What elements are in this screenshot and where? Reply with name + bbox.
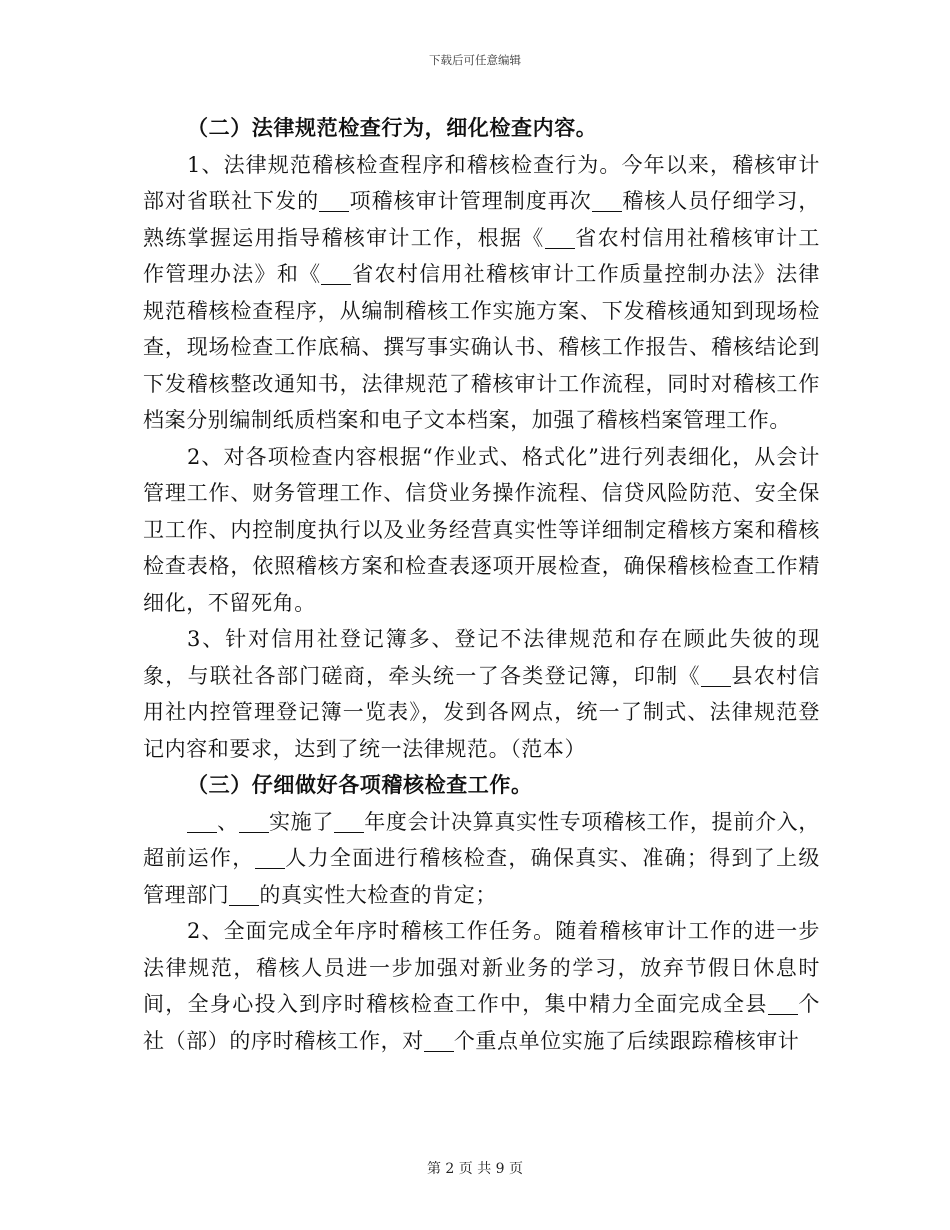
page-footer: 第 2 页 共 9 页 — [426, 1161, 524, 1177]
page-header: 下载后可任意编辑 — [429, 53, 521, 67]
document-body — [143, 110, 820, 1059]
fill-in-blank — [321, 263, 351, 285]
body-paragraph: 1、法律规范稽核检查程序和稽核检查行为。今年以来，稽核审计部对省联社下发的 项稽核审计管理制度再次 稽核人员仔细学习，熟练掌握运用指导稽核审计工作，根据《 省农村信用社稽核审计工作管理办法》和《 省农村信用社稽核审计工作质量控制办法》法律规范稽核检查程序，从编制稽核工作实施方案、下发稽核通知到现场检查，现场检查工作底稿、撰写事实确认书、稽核工作报告、稽核结论到下发稽核整改通知书，法律规范了稽核审计工作流程，同时对稽核工作档案分别编制纸质档案和电子文本档案，加强了稽核档案管理工作。 — [143, 152, 820, 432]
fill-in-blank — [187, 811, 217, 833]
fill-in-blank — [319, 190, 349, 212]
fill-in-blank — [701, 665, 731, 687]
fill-in-blank — [592, 190, 622, 212]
body-paragraph: 、 实施了 年度会计决算真实性专项稽核工作，提前介入，超前运作， 人力全面进行稽核检查，确保真实、准确；得到了上级管理部门 的真实性大检查的肯定； — [143, 809, 821, 907]
fill-in-blank — [768, 993, 798, 1015]
fill-in-blank — [545, 227, 575, 249]
body-paragraph: 3、针对信用社登记簿多、登记不法律规范和存在顾此失彼的现象，与联社各部门磋商，牵头统一了各类登记簿，印制《 县农村信用社内控管理登记簿一览表》，发到各网点，统一了制式、法律规范登记内容和要求，达到了统一法律规范。（范本） — [143, 627, 821, 761]
fill-in-blank — [334, 811, 364, 833]
body-paragraph: 2、对各项检查内容根据“作业式、格式化”进行列表细化，从会计管理工作、财务管理工作、信贷业务操作流程、信贷风险防范、安全保卫工作、内控制度执行以及业务经营真实性等详细制定稽核方案和稽核检查表格，依照稽核方案和检查表逐项开展检查，确保稽核检查工作精细化，不留死角。 — [143, 444, 820, 615]
section-heading: （二）法律规范检查行为，细化检查内容。 — [187, 115, 598, 140]
fill-in-blank — [255, 847, 285, 869]
fill-in-blank — [239, 811, 269, 833]
body-paragraph: 2、全面完成全年序时稽核工作任务。随着稽核审计工作的进一步法律规范，稽核人员进一步加强对新业务的学习，放弃节假日休息时间，全身心投入到序时稽核检查工作中，集中精力全面完成全县 个社（部）的序时稽核工作，对 个重点单位实施了后续跟踪稽核审计 — [143, 919, 820, 1053]
fill-in-blank — [229, 884, 259, 906]
fill-in-blank — [424, 1030, 454, 1052]
section-heading: （三）仔细做好各项稽核检查工作。 — [187, 772, 533, 797]
